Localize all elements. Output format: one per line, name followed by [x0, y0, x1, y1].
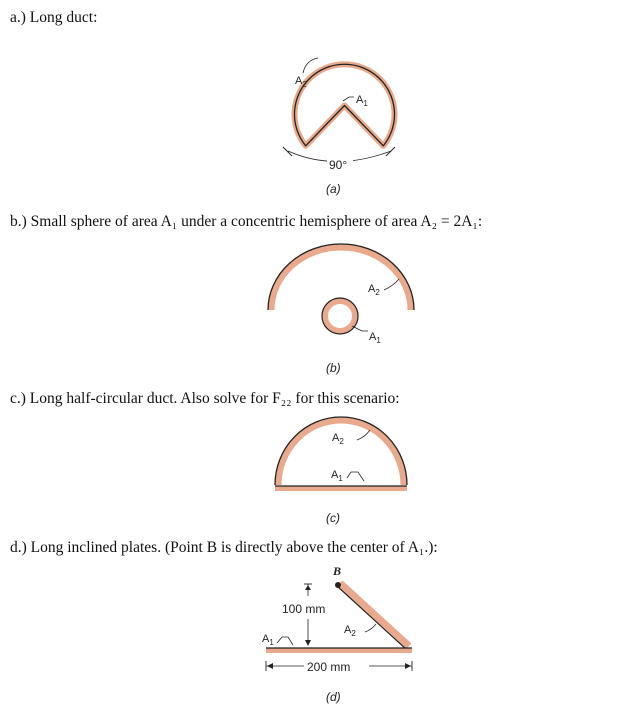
b-label-a2: $A_2$ [368, 283, 380, 297]
problem-d-heading: d.) Long inclined plates. (Point B is directly above the center of A₁.): [10, 539, 438, 556]
width-arrow-left [267, 663, 273, 669]
c-label-a2: $A_2$ [332, 432, 344, 446]
label-a1: $A_1$ [356, 94, 368, 108]
height-label: 100 mm [282, 602, 326, 616]
height-arrow-top [305, 585, 311, 590]
inclined-plate-surface [340, 583, 409, 646]
inclined-plate-outline [337, 586, 406, 649]
base-plate-surface [266, 648, 412, 653]
width-arrow-right [405, 663, 411, 669]
point-b [335, 582, 341, 588]
problem-c-heading: c.) Long half-circular duct. Also solve for F₂₂ for this scenario: [10, 390, 400, 407]
problem-b-heading: b.) Small sphere of area A₁ under a concentric hemisphere of area A₂ = 2A₁: [10, 213, 483, 230]
angle-label: 90° [329, 158, 348, 172]
caption-a: (a) [326, 182, 341, 196]
d-a1-leader [277, 637, 293, 645]
label-point-b: B [333, 564, 342, 578]
caption-d: (d) [326, 690, 341, 704]
width-label: 200 mm [307, 660, 351, 674]
c-label-a1: $A_1$ [331, 469, 343, 483]
caption-c: (c) [326, 511, 340, 525]
height-arrow-bottom [305, 640, 311, 646]
d-label-a2: $A_2$ [344, 624, 356, 638]
d-a2-leader [365, 624, 376, 632]
problem-a-heading: a.) Long duct: [10, 9, 98, 26]
b-label-a1: $A_1$ [369, 331, 381, 345]
label-a2: $A_2$ [295, 75, 307, 89]
d-label-a1: $A_1$ [262, 633, 274, 647]
caption-b: (b) [326, 361, 341, 375]
